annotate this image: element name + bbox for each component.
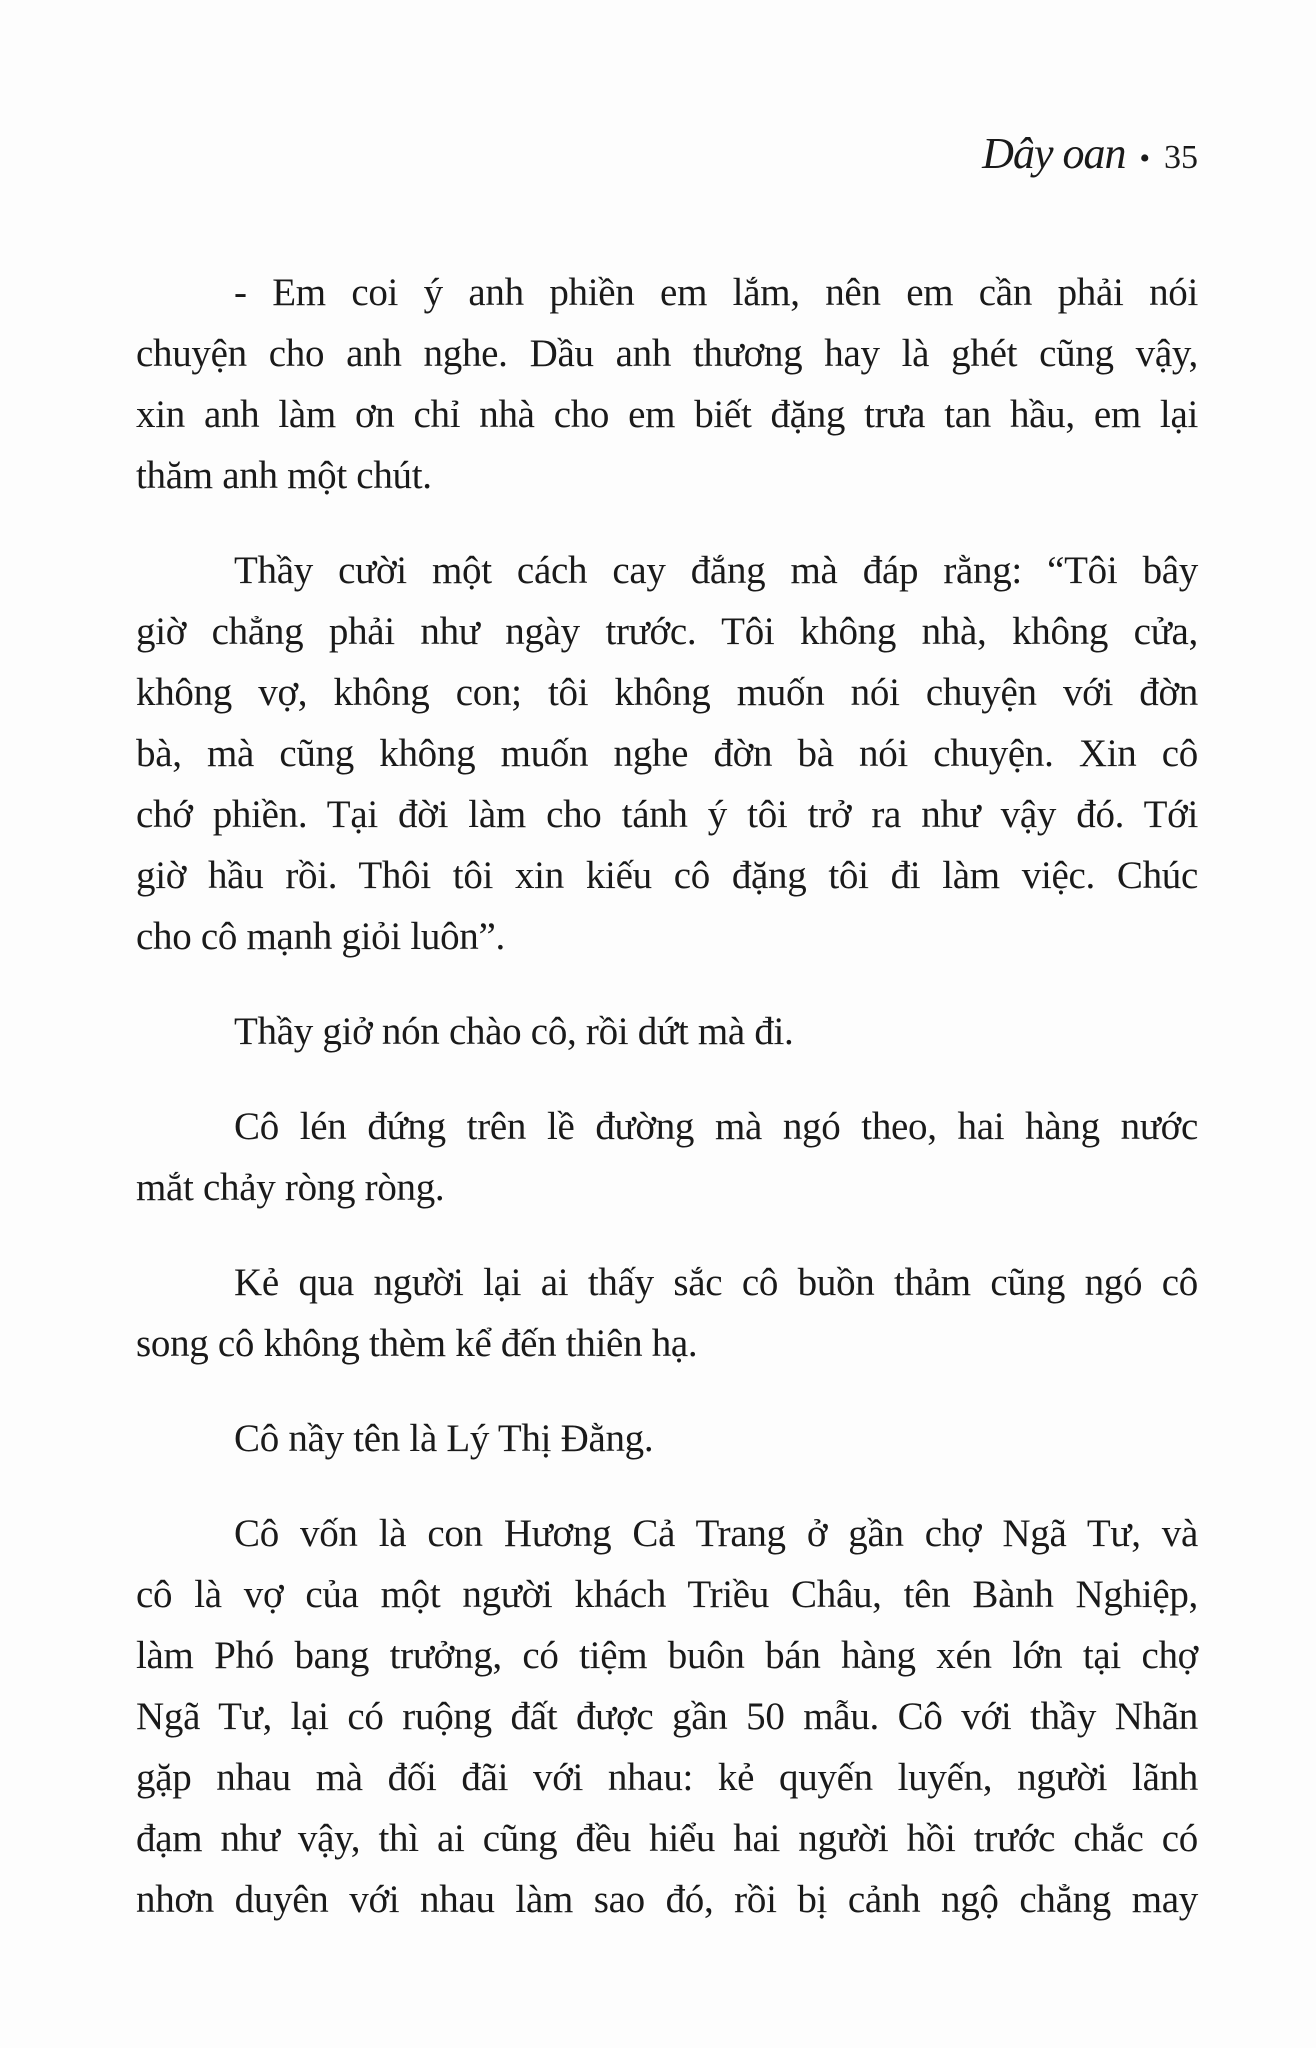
text-line: Cô lén đứng trên lề đường mà ngó theo, hai hàng nước (234, 1105, 1198, 1148)
text-line: đạm như vậy, thì ai cũng đều hiểu hai người hồi trước chắc có (136, 1817, 1198, 1860)
paragraph (136, 1001, 1198, 1062)
text-line: giờ hầu rồi. Thôi tôi xin kiếu cô đặng tôi đi làm việc. Chúc (136, 854, 1198, 897)
text-line: chuyện cho anh nghe. Dầu anh thương hay là ghét cũng vậy, (136, 332, 1198, 375)
text-line: bà, mà cũng không muốn nghe đờn bà nói chuyện. Xin cô (136, 732, 1198, 775)
text-line: xin anh làm ơn chỉ nhà cho em biết đặng trưa tan hầu, em lại (136, 393, 1198, 436)
text-line: gặp nhau mà đối đãi với nhau: kẻ quyến luyến, người lãnh (136, 1756, 1198, 1799)
paragraph (136, 1408, 1198, 1469)
text-line: Thầy giở nón chào cô, rồi dứt mà đi. (234, 1010, 794, 1053)
text-line: Ngã Tư, lại có ruộng đất được gần 50 mẫu. Cô với thầy Nhãn (136, 1695, 1198, 1738)
text-line: Kẻ qua người lại ai thấy sắc cô buồn thảm cũng ngó cô (234, 1261, 1198, 1304)
paragraph (136, 1503, 1198, 1930)
paragraph (136, 1096, 1198, 1218)
text-line: không vợ, không con; tôi không muốn nói chuyện với đờn (136, 671, 1198, 714)
running-header (982, 128, 1198, 179)
text-line: cho cô mạnh giỏi luôn”. (136, 915, 505, 958)
text-line: cô là vợ của một người khách Triều Châu, tên Bành Nghiệp, (136, 1573, 1198, 1616)
separator: • (1139, 142, 1150, 175)
text-line: - Em coi ý anh phiền em lắm, nên em cần phải nói (234, 271, 1198, 314)
text-line: Cô nầy tên là Lý Thị Đằng. (234, 1417, 654, 1460)
paragraph (136, 540, 1198, 967)
paragraph (136, 262, 1198, 506)
text-line: giờ chẳng phải như ngày trước. Tôi không nhà, không cửa, (136, 610, 1198, 653)
text-line: mắt chảy ròng ròng. (136, 1166, 445, 1209)
running-title: Dây oan (982, 129, 1126, 178)
text-line: Cô vốn là con Hương Cả Trang ở gần chợ Ngã Tư, và (234, 1512, 1198, 1555)
text-line: Thầy cười một cách cay đắng mà đáp rằng: “Tôi bây (234, 549, 1198, 592)
text-line: nhơn duyên với nhau làm sao đó, rồi bị cảnh ngộ chẳng may (136, 1878, 1198, 1921)
text-line: thăm anh một chút. (136, 454, 432, 497)
text-line: làm Phó bang trưởng, có tiệm buôn bán hàng xén lớn tại chợ (136, 1634, 1198, 1677)
page-body (136, 262, 1198, 1964)
text-line: chớ phiền. Tại đời làm cho tánh ý tôi trở ra như vậy đó. Tới (136, 793, 1198, 836)
text-line: song cô không thèm kể đến thiên hạ. (136, 1322, 698, 1365)
page-number: 35 (1164, 139, 1198, 176)
paragraph (136, 1252, 1198, 1374)
